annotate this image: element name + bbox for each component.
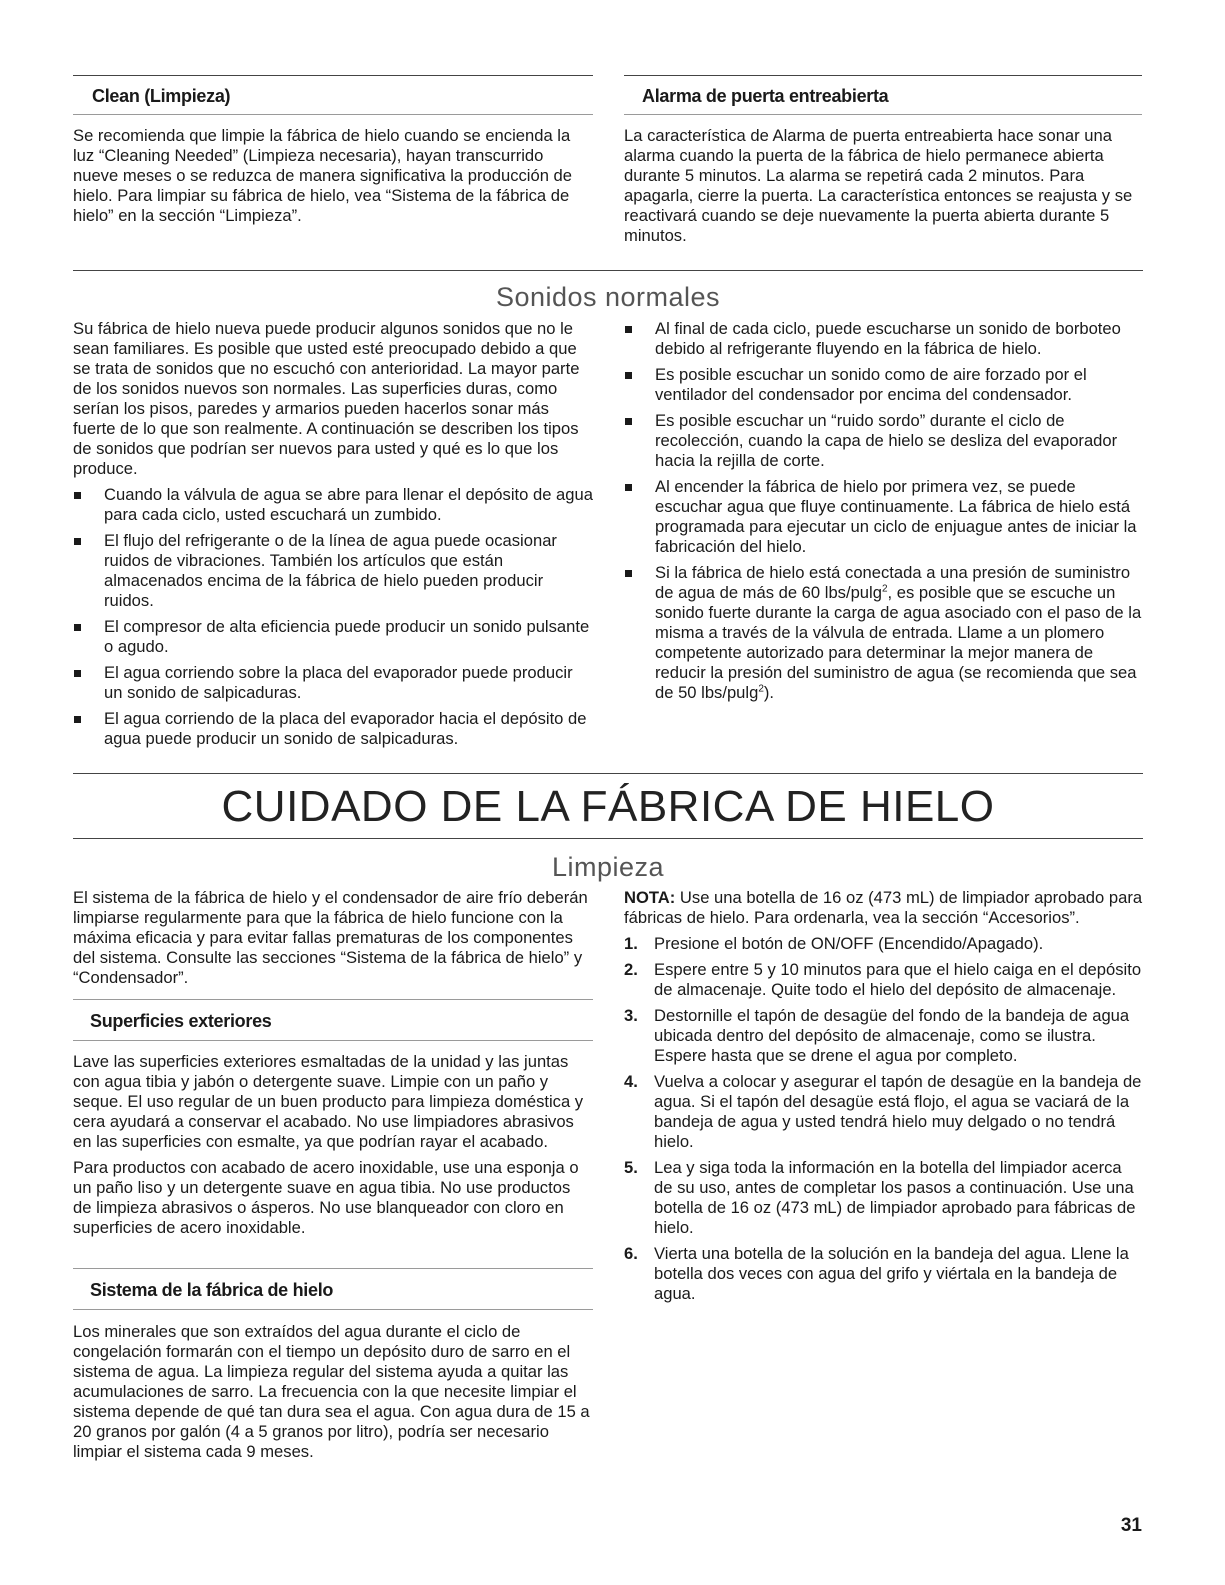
exterior-body: Lave las superficies exteriores esmaltadas de la unidad y las juntas con agua tibia y jabón o detergente suave. Limpie con un paño y seque. El uso regular de un buen producto para limpieza doméstica y cera ayudará a conservar el acabado. No use limpiadores abrasivos en las superficies con esmalte, ya que podrían rayar el acabado. Para productos con acabado de acero inoxidable, use una esponja o un paño liso y un detergente suave en agua tibia. No use productos de limpieza abrasivos o ásperos. No use blanqueador con cloro en superficies de acero inoxidable. — [73, 1052, 584, 1237]
system-heading: Sistema de la fábrica de hielo — [90, 1280, 334, 1300]
square-bullet-icon — [74, 538, 81, 545]
list-item: Cuando la válvula de agua se abre para llenar el depósito de agua para cada ciclo, usted escuchará un zumbido. — [73, 485, 593, 525]
list-item: Al encender la fábrica de hielo por primera vez, se puede escuchar agua que fluye continuamente. La fábrica de hielo está programada para ejecutar un ciclo de enjuague antes de iniciar la fabricación del hielo. — [624, 477, 1144, 557]
care-intro: El sistema de la fábrica de hielo y el condensador de aire frío deberán limpiarse regularmente para que la fábrica de hielo funcione con la máxima eficacia y para evitar fallas prematuras de los componentes del sistema. Consulte las secciones “Sistema de la fábrica de hielo” y “Condensador”. — [73, 888, 588, 987]
square-bullet-icon — [625, 418, 632, 425]
system-bottom-rule — [73, 1309, 593, 1310]
step-item: 2. Espere entre 5 y 10 minutos para que el hielo caiga en el depósito de almacenaje. Quite todo el hielo del depósito de almacenaje. — [624, 960, 1142, 999]
exterior-top-rule — [73, 999, 593, 1000]
alarm-top-rule — [624, 75, 1142, 76]
sounds-left-column — [73, 319, 593, 755]
clean-heading: Clean (Limpieza) — [92, 86, 231, 106]
exterior-heading: Superficies exteriores — [90, 1011, 272, 1031]
alarm-bottom-rule — [624, 114, 1142, 115]
cleaning-steps — [624, 934, 1144, 1304]
list-item: Al final de cada ciclo, puede escucharse un sonido de borboteo debido al refrigerante fluyendo en la fábrica de hielo. — [624, 319, 1144, 359]
square-bullet-icon — [74, 716, 81, 723]
square-bullet-icon — [625, 570, 632, 577]
square-bullet-icon — [625, 372, 632, 379]
clean-bottom-rule — [73, 114, 593, 115]
square-bullet-icon — [625, 484, 632, 491]
system-top-rule — [73, 1268, 593, 1269]
care-bottom-rule — [73, 838, 1143, 839]
list-item: El agua corriendo sobre la placa del evaporador puede producir un sonido de salpicaduras. — [73, 663, 593, 703]
step-item: 4. Vuelva a colocar y asegurar el tapón de desagüe en la bandeja de agua. Si el tapón del desagüe está flojo, el agua se vaciará de la bandeja de agua y usted tendrá hielo muy delgado o no tendrá hielo. — [624, 1072, 1142, 1151]
list-item: El agua corriendo de la placa del evaporador hacia el depósito de agua puede producir un sonido de salpicaduras. — [73, 709, 593, 749]
care-right-column — [624, 888, 1144, 1310]
sounds-left-list — [73, 485, 593, 749]
note: NOTA: Use una botella de 16 oz (473 mL) de limpiador aprobado para fábricas de hielo. Para ordenarla, vea la sección “Accesorios”. — [624, 888, 1143, 927]
square-bullet-icon — [74, 492, 81, 499]
sounds-intro: Su fábrica de hielo nueva puede producir algunos sonidos que no le sean familiares. Es posible que usted esté preocupado debido a que se trata de sonidos que no escuchó con anterioridad. La mayor parte de los sonidos nuevos son normales. Las superficies duras, como serían los pisos, paredes y armarios pueden hacerlos sonar más fuerte de lo que son realmente. A continuación se describen los tipos de sonidos que podrían ser nuevos para usted y qué es lo que los produce. — [73, 319, 580, 478]
square-bullet-icon — [74, 624, 81, 631]
clean-top-rule — [73, 75, 593, 76]
list-item: El compresor de alta eficiencia puede producir un sonido pulsante o agudo. — [73, 617, 593, 657]
list-item: Es posible escuchar un “ruido sordo” durante el ciclo de recolección, cuando la capa de hielo se desliza del evaporador hacia la rejilla de corte. — [624, 411, 1144, 471]
step-item: 6. Vierta una botella de la solución en la bandeja del agua. Llene la botella dos veces con agua del grifo y viértala en la bandeja de agua. — [624, 1244, 1129, 1303]
step-item: 1. Presione el botón de ON/OFF (Encendido/Apagado). — [624, 934, 1044, 953]
cleaning-title: Limpieza — [551, 852, 665, 882]
normal-sounds-title: Sonidos normales — [495, 282, 721, 312]
door-alarm-body: La característica de Alarma de puerta entreabierta hace sonar una alarma cuando la puerta de la fábrica de hielo permanece abierta durante 5 minutos. La alarma se repetirá cada 2 minutos. Para apagarla, cierre la puerta. La característica entonces se reajusta y se reactivará cuando se deje nuevamente la puerta abierta durante 5 minutos. — [624, 126, 1133, 245]
list-item: Es posible escuchar un sonido como de aire forzado por el ventilador del condensador por encima del condensador. — [624, 365, 1144, 405]
system-body: Los minerales que son extraídos del agua durante el ciclo de congelación formarán con el tiempo un depósito duro de sarro en el sistema de agua. La limpieza regular del sistema ayuda a quitar las acumulaciones de sarro. La frecuencia con la que necesite limpiar el sistema depende de qué tan dura sea el agua. Con agua dura de 15 a 20 granos por galón (4 a 5 granos por litro), podría ser necesario limpiar el sistema cada 9 meses. — [73, 1322, 590, 1461]
list-item: Si la fábrica de hielo está conectada a una presión de suministro de agua de más de 60 lbs/pulg$^2$, es posible que se escuche un sonido fuerte durante la carga de agua asociado con el paso de la misma a través de la válvula de entrada. Llame a un plomero competente autorizado para determinar la mejor manera de reducir la presión del suministro de agua (se recomienda que sea de 50 lbs/pulg$^2$). — [624, 563, 1144, 703]
step-item: 3. Destornille el tapón de desagüe del fondo de la bandeja de agua ubicada dentro del depósito de almacenaje, como se ilustra. Espere hasta que se drene el agua por completo. — [624, 1006, 1130, 1065]
door-alarm-heading: Alarma de puerta entreabierta — [642, 86, 889, 106]
list-item: El flujo del refrigerante o de la línea de agua puede ocasionar ruidos de vibraciones. También los artículos que están almacenados encima de la fábrica de hielo pueden producir ruidos. — [73, 531, 593, 611]
page-number: 31 — [1120, 1515, 1142, 1536]
square-bullet-icon — [74, 670, 81, 677]
step-item: 5. Lea y siga toda la información en la botella del limpiador acerca de su uso, antes de completar los pasos a continuación. Use una botella de 16 oz (473 mL) de limpiador aprobado para fábricas de hielo. — [624, 1158, 1136, 1237]
sounds-right-list — [624, 319, 1144, 703]
clean-body: Se recomienda que limpie la fábrica de hielo cuando se encienda la luz “Cleaning Needed” (Limpieza necesaria), hayan transcurrido nueve meses o se reduzca de manera significativa la producción de hielo. Para limpiar su fábrica de hielo, vea “Sistema de la fábrica de hielo” en la sección “Limpieza”. — [73, 126, 573, 225]
sounds-right-column — [624, 319, 1144, 709]
sounds-top-rule — [73, 270, 1143, 271]
square-bullet-icon — [625, 326, 632, 333]
care-title: CUIDADO DE LA FÁBRICA DE HIELO — [221, 782, 995, 831]
care-top-rule — [73, 773, 1143, 774]
exterior-bottom-rule — [73, 1040, 593, 1041]
